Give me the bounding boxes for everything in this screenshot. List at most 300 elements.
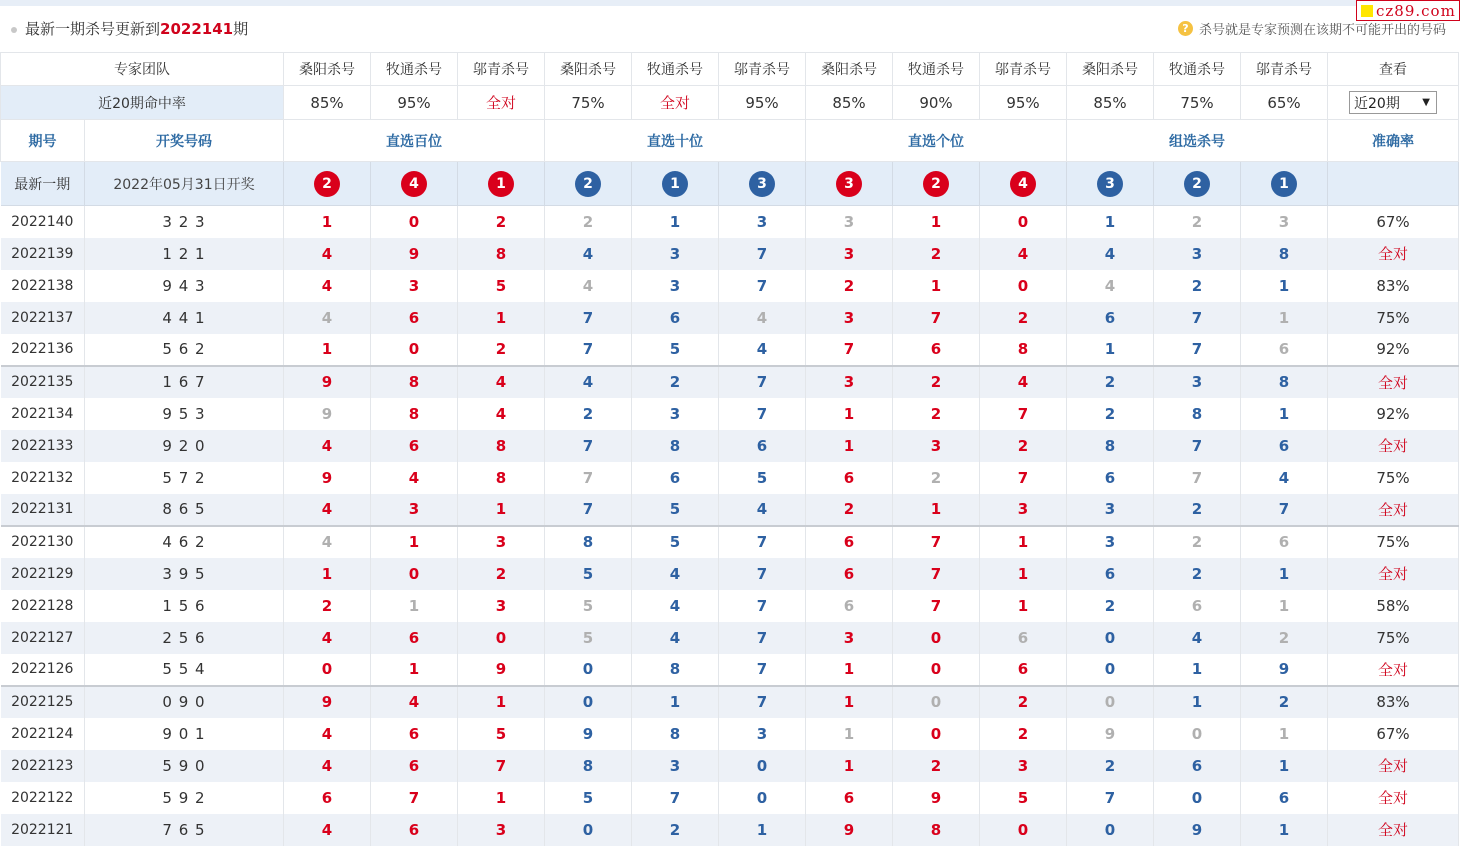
expert-name: 桑阳杀号 <box>284 53 371 86</box>
latest-row <box>1 162 1459 206</box>
kill-number-cell: 3 <box>371 494 458 526</box>
kill-number-cell: 6 <box>1241 782 1328 814</box>
period-cell: 2022128 <box>1 590 85 622</box>
kill-number-cell: 2 <box>980 686 1067 718</box>
kill-number-cell: 2 <box>1154 270 1241 302</box>
kill-number-cell: 2 <box>458 558 545 590</box>
table-row <box>1 718 1459 750</box>
kill-number-cell: 7 <box>980 398 1067 430</box>
period-cell: 2022139 <box>1 238 85 270</box>
kill-number-cell: 2 <box>1154 526 1241 558</box>
kill-number-cell: 6 <box>284 782 371 814</box>
kill-number-cell: 7 <box>719 654 806 686</box>
hit-rate: 75% <box>1154 86 1241 120</box>
kill-number-cell: 7 <box>1154 430 1241 462</box>
kill-number-cell: 7 <box>719 238 806 270</box>
period-cell: 2022131 <box>1 494 85 526</box>
table-row <box>1 590 1459 622</box>
kill-number-cell: 6 <box>980 654 1067 686</box>
kill-number-cell: 1 <box>1241 750 1328 782</box>
kill-number-cell: 1 <box>284 558 371 590</box>
site-logo[interactable] <box>1356 0 1460 21</box>
accuracy-cell: 92% <box>1328 334 1459 366</box>
hit-rate: 95% <box>371 86 458 120</box>
kill-number-cell: 0 <box>1154 782 1241 814</box>
table-row <box>1 526 1459 558</box>
period-cell: 2022126 <box>1 654 85 686</box>
kill-number-cell: 4 <box>545 238 632 270</box>
range-select-cell <box>1328 86 1459 120</box>
kill-number-cell: 1 <box>1241 270 1328 302</box>
kill-number-cell: 5 <box>545 558 632 590</box>
table-row <box>1 366 1459 398</box>
kill-number-cell: 2 <box>1067 750 1154 782</box>
kill-number-cell: 3 <box>806 622 893 654</box>
kill-number-cell: 8 <box>980 334 1067 366</box>
table-row <box>1 398 1459 430</box>
period-cell: 2022134 <box>1 398 85 430</box>
kill-number-cell: 3 <box>893 430 980 462</box>
kill-number-cell: 1 <box>980 590 1067 622</box>
kill-number-cell: 3 <box>458 526 545 558</box>
kill-number-cell: 0 <box>545 654 632 686</box>
kill-number-table <box>0 52 1459 846</box>
kill-ball: 4 <box>1010 171 1036 197</box>
accuracy-cell: 全对 <box>1328 494 1459 526</box>
kill-number-cell: 2 <box>1241 622 1328 654</box>
kill-number-cell: 7 <box>545 334 632 366</box>
kill-ball: 1 <box>488 171 514 197</box>
kill-number-cell: 8 <box>458 462 545 494</box>
kill-number-cell: 4 <box>1154 622 1241 654</box>
kill-number-cell: 0 <box>284 654 371 686</box>
hit-rate: 75% <box>545 86 632 120</box>
kill-number-cell: 2 <box>458 334 545 366</box>
kill-number-cell: 0 <box>980 206 1067 238</box>
kill-number-cell: 1 <box>1241 814 1328 846</box>
latest-kill-cell <box>719 162 806 206</box>
draw-number-cell: 5 9 2 <box>85 782 284 814</box>
kill-number-cell: 0 <box>1067 622 1154 654</box>
kill-ball: 2 <box>575 171 601 197</box>
bullet-icon <box>11 27 17 33</box>
kill-number-cell: 1 <box>458 494 545 526</box>
kill-number-cell: 2 <box>893 462 980 494</box>
kill-number-cell: 8 <box>458 430 545 462</box>
draw-number-cell: 1 2 1 <box>85 238 284 270</box>
kill-number-cell: 7 <box>545 302 632 334</box>
kill-number-cell: 3 <box>1067 494 1154 526</box>
accuracy-cell: 58% <box>1328 590 1459 622</box>
kill-number-cell: 6 <box>371 814 458 846</box>
expert-name: 牧通杀号 <box>632 53 719 86</box>
kill-number-cell: 6 <box>371 430 458 462</box>
kill-number-cell: 6 <box>1067 558 1154 590</box>
kill-number-cell: 3 <box>1067 526 1154 558</box>
kill-number-cell: 7 <box>719 526 806 558</box>
kill-number-cell: 4 <box>458 398 545 430</box>
kill-number-cell: 7 <box>545 494 632 526</box>
expert-name-row <box>1 53 1459 86</box>
kill-number-cell: 9 <box>284 398 371 430</box>
hit-rate: 全对 <box>458 86 545 120</box>
accuracy-cell: 75% <box>1328 462 1459 494</box>
kill-number-cell: 8 <box>1241 366 1328 398</box>
kill-number-cell: 6 <box>1241 430 1328 462</box>
kill-number-cell: 4 <box>632 622 719 654</box>
kill-number-cell: 3 <box>632 750 719 782</box>
kill-number-cell: 2 <box>980 430 1067 462</box>
hit-rate: 95% <box>980 86 1067 120</box>
kill-number-cell: 3 <box>719 206 806 238</box>
kill-number-cell: 5 <box>545 622 632 654</box>
kill-number-cell: 1 <box>1067 334 1154 366</box>
kill-number-cell: 8 <box>1154 398 1241 430</box>
kill-number-cell: 6 <box>632 462 719 494</box>
kill-number-cell: 4 <box>371 462 458 494</box>
kill-number-cell: 1 <box>371 526 458 558</box>
kill-ball: 1 <box>1271 171 1297 197</box>
latest-kill-cell <box>1067 162 1154 206</box>
kill-number-cell: 5 <box>980 782 1067 814</box>
kill-number-cell: 4 <box>632 590 719 622</box>
draw-number-cell: 1 5 6 <box>85 590 284 622</box>
draw-number-cell: 5 9 0 <box>85 750 284 782</box>
kill-number-cell: 4 <box>284 814 371 846</box>
kill-number-cell: 8 <box>632 718 719 750</box>
kill-number-cell: 6 <box>371 750 458 782</box>
accuracy-cell: 75% <box>1328 302 1459 334</box>
kill-number-cell: 1 <box>371 654 458 686</box>
kill-number-cell: 0 <box>545 686 632 718</box>
expert-name: 邬青杀号 <box>458 53 545 86</box>
col-period: 期号 <box>1 120 85 162</box>
latest-label: 最新一期 <box>1 162 85 206</box>
kill-number-cell: 6 <box>371 302 458 334</box>
kill-number-cell: 3 <box>806 238 893 270</box>
kill-number-cell: 8 <box>632 430 719 462</box>
period-cell: 2022127 <box>1 622 85 654</box>
draw-number-cell: 9 2 0 <box>85 430 284 462</box>
accuracy-cell: 75% <box>1328 622 1459 654</box>
accuracy-cell: 67% <box>1328 718 1459 750</box>
col-draw: 开奖号码 <box>85 120 284 162</box>
kill-number-cell: 4 <box>284 430 371 462</box>
kill-ball: 2 <box>923 171 949 197</box>
kill-number-cell: 1 <box>893 206 980 238</box>
kill-number-cell: 4 <box>980 366 1067 398</box>
kill-number-cell: 6 <box>893 334 980 366</box>
col-group-combo: 组选杀号 <box>1067 120 1328 162</box>
kill-number-cell: 0 <box>980 814 1067 846</box>
kill-number-cell: 2 <box>545 206 632 238</box>
kill-number-cell: 3 <box>806 366 893 398</box>
kill-number-cell: 1 <box>806 718 893 750</box>
kill-number-cell: 9 <box>545 718 632 750</box>
kill-ball: 3 <box>749 171 775 197</box>
draw-number-cell: 3 9 5 <box>85 558 284 590</box>
accuracy-cell: 全对 <box>1328 558 1459 590</box>
kill-number-cell: 1 <box>284 206 371 238</box>
kill-number-cell: 7 <box>632 782 719 814</box>
kill-number-cell: 7 <box>545 430 632 462</box>
range-select[interactable]: 近20期 ▼ <box>1349 91 1437 114</box>
kill-number-cell: 3 <box>980 750 1067 782</box>
kill-number-cell: 5 <box>545 590 632 622</box>
kill-number-cell: 4 <box>545 366 632 398</box>
kill-number-cell: 3 <box>632 398 719 430</box>
kill-number-cell: 8 <box>893 814 980 846</box>
kill-number-cell: 0 <box>1067 654 1154 686</box>
kill-number-cell: 1 <box>806 398 893 430</box>
kill-number-cell: 4 <box>719 302 806 334</box>
kill-number-cell: 2 <box>1154 558 1241 590</box>
kill-ball: 3 <box>1097 171 1123 197</box>
table-row <box>1 270 1459 302</box>
kill-number-cell: 6 <box>632 302 719 334</box>
period-cell: 2022130 <box>1 526 85 558</box>
kill-number-cell: 0 <box>719 782 806 814</box>
draw-number-cell: 5 5 4 <box>85 654 284 686</box>
table-row <box>1 238 1459 270</box>
draw-number-cell: 1 6 7 <box>85 366 284 398</box>
accuracy-cell: 全对 <box>1328 366 1459 398</box>
kill-number-cell: 3 <box>1154 238 1241 270</box>
latest-draw-date: 2022年05月31日开奖 <box>85 162 284 206</box>
hit-rate: 65% <box>1241 86 1328 120</box>
latest-accuracy-cell <box>1328 162 1459 206</box>
kill-number-cell: 3 <box>1154 366 1241 398</box>
table-row <box>1 430 1459 462</box>
kill-number-cell: 6 <box>806 590 893 622</box>
draw-number-cell: 4 6 2 <box>85 526 284 558</box>
kill-number-cell: 7 <box>719 366 806 398</box>
accuracy-cell: 83% <box>1328 686 1459 718</box>
latest-kill-cell <box>1154 162 1241 206</box>
table-row <box>1 462 1459 494</box>
kill-number-cell: 3 <box>1241 206 1328 238</box>
kill-number-cell: 5 <box>632 334 719 366</box>
period-cell: 2022121 <box>1 814 85 846</box>
kill-number-cell: 8 <box>632 654 719 686</box>
latest-kill-cell <box>893 162 980 206</box>
expert-name: 邬青杀号 <box>980 53 1067 86</box>
kill-number-cell: 4 <box>371 686 458 718</box>
kill-number-cell: 0 <box>893 622 980 654</box>
kill-number-cell: 2 <box>980 302 1067 334</box>
table-row <box>1 302 1459 334</box>
kill-number-cell: 4 <box>719 494 806 526</box>
kill-number-cell: 0 <box>1154 718 1241 750</box>
kill-number-cell: 2 <box>458 206 545 238</box>
kill-number-cell: 2 <box>893 750 980 782</box>
period-cell: 2022123 <box>1 750 85 782</box>
kill-number-cell: 0 <box>1067 686 1154 718</box>
kill-number-cell: 4 <box>284 302 371 334</box>
latest-kill-cell <box>545 162 632 206</box>
kill-number-cell: 1 <box>1241 590 1328 622</box>
kill-number-cell: 8 <box>545 526 632 558</box>
latest-kill-cell <box>806 162 893 206</box>
accuracy-cell: 67% <box>1328 206 1459 238</box>
dropdown-arrow-icon: ▼ <box>1422 97 1430 108</box>
kill-number-cell: 4 <box>632 558 719 590</box>
kill-number-cell: 0 <box>371 334 458 366</box>
draw-number-cell: 7 6 5 <box>85 814 284 846</box>
kill-number-cell: 0 <box>371 558 458 590</box>
kill-number-cell: 4 <box>1067 238 1154 270</box>
kill-ball: 2 <box>314 171 340 197</box>
kill-number-cell: 9 <box>1067 718 1154 750</box>
kill-number-cell: 0 <box>893 654 980 686</box>
kill-number-cell: 7 <box>806 334 893 366</box>
kill-number-cell: 3 <box>371 270 458 302</box>
kill-number-cell: 6 <box>806 558 893 590</box>
latest-kill-cell <box>632 162 719 206</box>
kill-number-cell: 6 <box>1067 462 1154 494</box>
kill-number-cell: 2 <box>284 590 371 622</box>
period-cell: 2022137 <box>1 302 85 334</box>
draw-number-cell: 9 5 3 <box>85 398 284 430</box>
kill-number-cell: 2 <box>1067 398 1154 430</box>
kill-number-cell: 3 <box>632 238 719 270</box>
accuracy-cell: 全对 <box>1328 430 1459 462</box>
help-hint: ? 杀号就是专家预测在该期不可能开出的号码 <box>1178 19 1446 38</box>
kill-number-cell: 7 <box>545 462 632 494</box>
kill-number-cell: 4 <box>1067 270 1154 302</box>
draw-number-cell: 3 2 3 <box>85 206 284 238</box>
kill-number-cell: 8 <box>371 398 458 430</box>
kill-number-cell: 8 <box>1241 238 1328 270</box>
table-row <box>1 654 1459 686</box>
kill-number-cell: 1 <box>1241 398 1328 430</box>
kill-number-cell: 1 <box>893 270 980 302</box>
table-row <box>1 686 1459 718</box>
table-row <box>1 334 1459 366</box>
kill-number-cell: 7 <box>371 782 458 814</box>
kill-number-cell: 2 <box>1154 494 1241 526</box>
kill-number-cell: 1 <box>458 782 545 814</box>
kill-number-cell: 4 <box>458 366 545 398</box>
expert-name: 牧通杀号 <box>371 53 458 86</box>
kill-number-cell: 2 <box>1067 366 1154 398</box>
kill-number-cell: 1 <box>1067 206 1154 238</box>
kill-ball: 1 <box>662 171 688 197</box>
draw-number-cell: 9 4 3 <box>85 270 284 302</box>
period-cell: 2022138 <box>1 270 85 302</box>
col-group-hundreds: 直选百位 <box>284 120 545 162</box>
kill-number-cell: 1 <box>632 686 719 718</box>
kill-ball: 3 <box>836 171 862 197</box>
kill-number-cell: 6 <box>1241 526 1328 558</box>
kill-number-cell: 2 <box>893 238 980 270</box>
kill-number-cell: 2 <box>980 718 1067 750</box>
hit-rate: 85% <box>806 86 893 120</box>
kill-number-cell: 1 <box>458 302 545 334</box>
draw-number-cell: 5 7 2 <box>85 462 284 494</box>
kill-number-cell: 6 <box>1067 302 1154 334</box>
page-title: 最新一期杀号更新到2022141期 <box>25 20 249 38</box>
kill-number-cell: 2 <box>545 398 632 430</box>
kill-number-cell: 2 <box>1067 590 1154 622</box>
kill-number-cell: 3 <box>806 206 893 238</box>
expert-name: 邬青杀号 <box>1241 53 1328 86</box>
kill-number-cell: 1 <box>284 334 371 366</box>
expert-name: 桑阳杀号 <box>806 53 893 86</box>
kill-number-cell: 1 <box>458 686 545 718</box>
kill-number-cell: 3 <box>632 270 719 302</box>
kill-number-cell: 4 <box>284 622 371 654</box>
kill-number-cell: 1 <box>719 814 806 846</box>
kill-number-cell: 4 <box>545 270 632 302</box>
kill-number-cell: 4 <box>284 750 371 782</box>
logo-square-icon <box>1361 5 1373 17</box>
kill-number-cell: 1 <box>1241 302 1328 334</box>
period-cell: 2022135 <box>1 366 85 398</box>
period-cell: 2022125 <box>1 686 85 718</box>
kill-number-cell: 6 <box>719 430 806 462</box>
hit-rate: 全对 <box>632 86 719 120</box>
kill-number-cell: 7 <box>1067 782 1154 814</box>
kill-number-cell: 0 <box>893 718 980 750</box>
kill-number-cell: 1 <box>1154 654 1241 686</box>
kill-number-cell: 0 <box>1067 814 1154 846</box>
accuracy-cell: 83% <box>1328 270 1459 302</box>
logo-text: cz89.com <box>1376 1 1456 20</box>
kill-number-cell: 2 <box>893 366 980 398</box>
kill-number-cell: 7 <box>719 270 806 302</box>
accuracy-cell: 全对 <box>1328 814 1459 846</box>
kill-number-cell: 7 <box>893 526 980 558</box>
question-icon[interactable]: ? <box>1178 21 1193 36</box>
expert-name: 桑阳杀号 <box>545 53 632 86</box>
latest-kill-cell <box>284 162 371 206</box>
kill-number-cell: 1 <box>1241 558 1328 590</box>
kill-number-cell: 0 <box>719 750 806 782</box>
kill-number-cell: 4 <box>284 718 371 750</box>
kill-number-cell: 4 <box>980 238 1067 270</box>
kill-number-cell: 6 <box>371 622 458 654</box>
kill-number-cell: 4 <box>284 270 371 302</box>
period-cell: 2022136 <box>1 334 85 366</box>
hit-rate: 85% <box>1067 86 1154 120</box>
kill-number-cell: 6 <box>806 462 893 494</box>
kill-number-cell: 1 <box>980 526 1067 558</box>
kill-number-cell: 4 <box>719 334 806 366</box>
kill-number-cell: 6 <box>371 718 458 750</box>
kill-number-cell: 2 <box>1241 686 1328 718</box>
accuracy-cell: 全对 <box>1328 238 1459 270</box>
kill-number-cell: 1 <box>806 686 893 718</box>
kill-ball: 2 <box>1184 171 1210 197</box>
view-label: 查看 <box>1328 53 1459 86</box>
period-cell: 2022124 <box>1 718 85 750</box>
accuracy-cell: 全对 <box>1328 654 1459 686</box>
kill-number-cell: 7 <box>719 558 806 590</box>
accuracy-cell: 75% <box>1328 526 1459 558</box>
kill-number-cell: 5 <box>458 270 545 302</box>
period-cell: 2022133 <box>1 430 85 462</box>
kill-number-cell: 8 <box>371 366 458 398</box>
column-header-row <box>1 120 1459 162</box>
latest-kill-cell <box>980 162 1067 206</box>
kill-number-cell: 2 <box>632 366 719 398</box>
kill-number-cell: 7 <box>719 398 806 430</box>
hit-rate-label: 近20期命中率 <box>1 86 284 120</box>
draw-number-cell: 5 6 2 <box>85 334 284 366</box>
hit-rate: 95% <box>719 86 806 120</box>
table-row <box>1 206 1459 238</box>
